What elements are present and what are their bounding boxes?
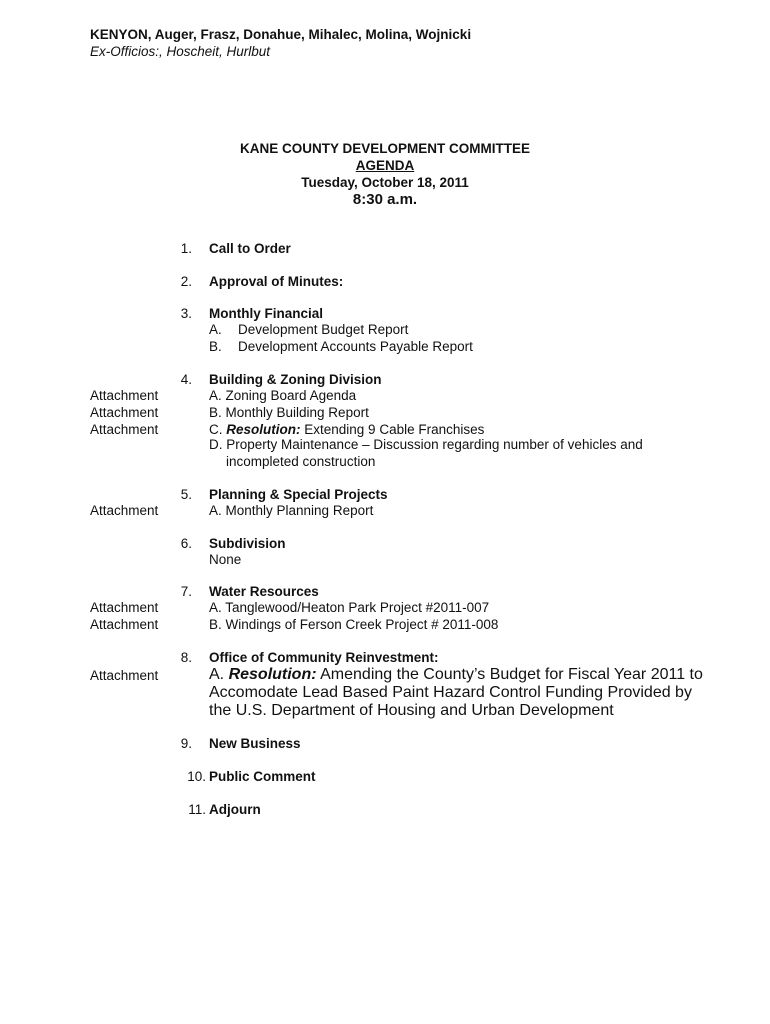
sub-item-resolution bbox=[209, 422, 484, 437]
item-title-monthly-financial: Monthly Financial bbox=[209, 306, 324, 321]
sub-item-prefix: C. bbox=[209, 422, 227, 437]
sub-item-prefix: A. bbox=[209, 666, 229, 683]
attachment-label: Attachment bbox=[90, 600, 159, 615]
attachment-label: Attachment bbox=[90, 422, 159, 437]
item-title-approval-of-minutes: Approval of Minutes: bbox=[209, 274, 344, 289]
attachment-label: Attachment bbox=[90, 388, 159, 403]
sub-item-text: Accomodate Lead Based Paint Hazard Control Funding Provided by bbox=[209, 684, 692, 701]
sub-item-text: Amending the County’s Budget for Fiscal Year 2011 to bbox=[316, 666, 703, 683]
agenda-label: AGENDA bbox=[355, 158, 415, 173]
meeting-time: 8:30 a.m. bbox=[352, 191, 418, 208]
sub-item-letter: B. bbox=[209, 339, 222, 354]
committee-members: KENYON, Auger, Frasz, Donahue, Mihalec, Molina, Wojnicki bbox=[90, 27, 472, 42]
item-title-adjourn: Adjourn bbox=[209, 802, 261, 817]
sub-item-text: A. Tanglewood/Heaton Park Project #2011-007 bbox=[209, 600, 490, 615]
item-title-new-business: New Business bbox=[209, 736, 301, 751]
sub-item-text: B. Windings of Ferson Creek Project # 2011-008 bbox=[209, 617, 499, 632]
item-number: 9. bbox=[180, 736, 192, 751]
item-number: 7. bbox=[180, 584, 192, 599]
sub-item-text: Development Budget Report bbox=[238, 322, 409, 337]
item-title-water-resources: Water Resources bbox=[209, 584, 319, 599]
attachment-label: Attachment bbox=[90, 405, 159, 420]
sub-item-text: D. Property Maintenance – Discussion regarding number of vehicles and bbox=[209, 437, 643, 452]
item-number: 10. bbox=[187, 769, 206, 784]
committee-title: KANE COUNTY DEVELOPMENT COMMITTEE bbox=[239, 141, 530, 156]
sub-item-text: incompleted construction bbox=[226, 454, 376, 469]
sub-item-text: A. Zoning Board Agenda bbox=[209, 388, 357, 403]
resolution-label: Resolution: bbox=[226, 422, 301, 437]
item-number: 4. bbox=[180, 372, 192, 387]
attachment-label: Attachment bbox=[90, 617, 159, 632]
item-title-community-reinvestment: Office of Community Reinvestment: bbox=[209, 650, 439, 665]
sub-item-text: Extending 9 Cable Franchises bbox=[300, 422, 485, 437]
sub-item-letter: A. bbox=[209, 322, 222, 337]
item-title-planning: Planning & Special Projects bbox=[209, 487, 388, 502]
item-title-subdivision: Subdivision bbox=[209, 536, 286, 551]
sub-item-text: the U.S. Department of Housing and Urban Development bbox=[209, 702, 614, 719]
sub-item-text: A. Monthly Planning Report bbox=[209, 503, 374, 518]
item-number: 2. bbox=[180, 274, 192, 289]
item-number: 5. bbox=[180, 487, 192, 502]
item-number: 11. bbox=[188, 802, 206, 817]
agenda-heading bbox=[0, 158, 770, 173]
meeting-date: Tuesday, October 18, 2011 bbox=[301, 175, 469, 190]
sub-item-text: Development Accounts Payable Report bbox=[238, 339, 473, 354]
item-number: 6. bbox=[180, 536, 192, 551]
resolution-label: Resolution: bbox=[228, 666, 317, 683]
sub-item-text: None bbox=[209, 552, 242, 567]
attachment-label: Attachment bbox=[90, 668, 159, 683]
sub-item-text: B. Monthly Building Report bbox=[209, 405, 369, 420]
item-number: 8. bbox=[180, 650, 192, 665]
ex-officio-members: Ex-Officios:, Hoscheit, Hurlbut bbox=[90, 44, 271, 59]
item-title-building-zoning: Building & Zoning Division bbox=[209, 372, 382, 387]
item-number: 3. bbox=[180, 306, 192, 321]
item-number: 1. bbox=[180, 241, 192, 256]
attachment-label: Attachment bbox=[90, 503, 159, 518]
sub-item-resolution bbox=[209, 666, 703, 684]
item-title-public-comment: Public Comment bbox=[209, 769, 316, 784]
item-title-call-to-order: Call to Order bbox=[209, 241, 291, 256]
